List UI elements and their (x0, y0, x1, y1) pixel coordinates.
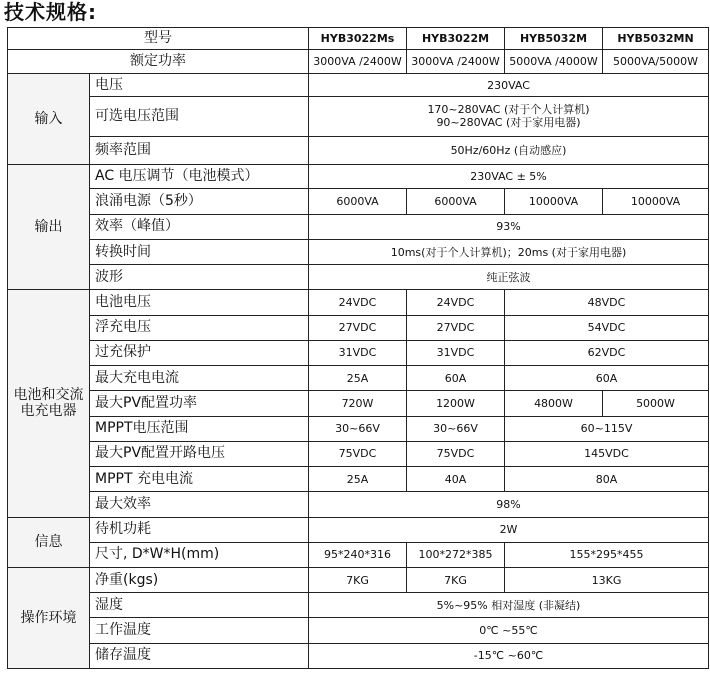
table-row (8, 416, 709, 441)
cell-value: 48VDC (505, 290, 709, 315)
table-row (8, 542, 709, 567)
cell-value: 24VDC (407, 290, 505, 315)
row-label: 工作温度 (90, 618, 309, 643)
model-row (8, 28, 709, 50)
category-info: 信息 (8, 517, 90, 567)
row-label: 过充保护 (90, 340, 309, 365)
cell-value: 75VDC (407, 441, 505, 466)
cell-value: 6000VA (309, 189, 407, 214)
cell-value: 62VDC (505, 340, 709, 365)
row-label: 储存温度 (90, 643, 309, 668)
table-row (8, 165, 709, 189)
rated-power-label: 额定功率 (8, 50, 309, 74)
table-row (8, 593, 709, 618)
cell-value: 10000VA (603, 189, 709, 214)
model-header: HYB3022Ms (309, 28, 407, 50)
table-row (8, 96, 709, 136)
cell-value: 7KG (309, 567, 407, 592)
cell-value: 27VDC (309, 315, 407, 340)
table-row (8, 643, 709, 668)
cell-value: 100*272*385 (407, 542, 505, 567)
model-header: HYB3022M (407, 28, 505, 50)
table-row (8, 567, 709, 592)
table-row (8, 467, 709, 492)
cell-value: 40A (407, 467, 505, 492)
row-label: 最大充电电流 (90, 366, 309, 391)
table-row (8, 340, 709, 365)
row-label: 最大PV配置功率 (90, 391, 309, 416)
cell-value (309, 96, 709, 136)
row-label: 效率（峰值） (90, 214, 309, 239)
cell-value: 720W (309, 391, 407, 416)
row-label: 净重(kgs) (90, 567, 309, 592)
table-row (8, 74, 709, 96)
cell-value: 5%~95% 相对湿度 (非凝结) (309, 593, 709, 618)
rated-power-value: 5000VA /4000W (505, 50, 603, 74)
cell-line: 90~280VAC (对于家用电器) (436, 116, 581, 130)
cell-value: 60~115V (505, 416, 709, 441)
cell-value: 2W (309, 517, 709, 542)
cell-value: 5000W (603, 391, 709, 416)
cell-value: 27VDC (407, 315, 505, 340)
cell-value: 60A (505, 366, 709, 391)
table-row (8, 189, 709, 214)
cell-value: 31VDC (309, 340, 407, 365)
cell-value: 1200W (407, 391, 505, 416)
row-label: 电池电压 (90, 290, 309, 315)
cell-value: -15℃ ~60℃ (309, 643, 709, 668)
row-label: 频率范围 (90, 137, 309, 165)
cell-value: 30~66V (407, 416, 505, 441)
table-row (8, 517, 709, 542)
row-label: 浮充电压 (90, 315, 309, 340)
cell-value: 13KG (505, 567, 709, 592)
cell-value: 31VDC (407, 340, 505, 365)
row-label: 电压 (90, 74, 309, 96)
cell-value: 93% (309, 214, 709, 239)
category-input: 输入 (8, 74, 90, 165)
rated-power-value: 3000VA /2400W (407, 50, 505, 74)
table-row (8, 492, 709, 517)
cell-value: 95*240*316 (309, 542, 407, 567)
table-row (8, 214, 709, 239)
rated-power-value: 3000VA /2400W (309, 50, 407, 74)
spec-table (7, 27, 709, 669)
row-label: MPPT 充电电流 (90, 467, 309, 492)
cell-value: 7KG (407, 567, 505, 592)
cell-value: 10000VA (505, 189, 603, 214)
cell-value: 75VDC (309, 441, 407, 466)
rated-power-value: 5000VA/5000W (603, 50, 709, 74)
row-label: 波形 (90, 265, 309, 290)
table-row (8, 315, 709, 340)
cell-value: 230VAC (309, 74, 709, 96)
cell-value: 80A (505, 467, 709, 492)
cell-value: 24VDC (309, 290, 407, 315)
category-battery: 电池和交流电充电器 (8, 290, 90, 517)
table-row (8, 366, 709, 391)
cell-value: 230VAC ± 5% (309, 165, 709, 189)
table-row (8, 265, 709, 290)
cell-value: 54VDC (505, 315, 709, 340)
table-row (8, 137, 709, 165)
row-label: 最大效率 (90, 492, 309, 517)
table-row (8, 290, 709, 315)
page-title: 技术规格: (4, 0, 97, 24)
row-label: 尺寸, D*W*H(mm) (90, 542, 309, 567)
cell-value: 25A (309, 366, 407, 391)
model-header: HYB5032M (505, 28, 603, 50)
cell-value: 98% (309, 492, 709, 517)
cell-value: 155*295*455 (505, 542, 709, 567)
model-header: HYB5032MN (603, 28, 709, 50)
table-row (8, 50, 709, 74)
table-row (8, 618, 709, 643)
cell-value: 145VDC (505, 441, 709, 466)
table-row (8, 391, 709, 416)
cell-value: 10ms(对于个人计算机)；20ms (对于家用电器) (309, 239, 709, 264)
model-label: 型号 (8, 28, 309, 50)
row-label: 浪涌电源（5秒） (90, 189, 309, 214)
row-label: 湿度 (90, 593, 309, 618)
cell-value: 0℃ ~55℃ (309, 618, 709, 643)
row-label: 可选电压范围 (90, 96, 309, 136)
category-output: 输出 (8, 165, 90, 290)
cell-value: 6000VA (407, 189, 505, 214)
cell-line: 170~280VAC (对于个人计算机) (427, 103, 590, 117)
cell-value: 60A (407, 366, 505, 391)
row-label: 待机功耗 (90, 517, 309, 542)
cell-value: 25A (309, 467, 407, 492)
cell-value: 纯正弦波 (309, 265, 709, 290)
table-row (8, 239, 709, 264)
cell-value: 50Hz/60Hz (自动感应) (309, 137, 709, 165)
category-environment: 操作环境 (8, 567, 90, 668)
row-label: 转换时间 (90, 239, 309, 264)
row-label: 最大PV配置开路电压 (90, 441, 309, 466)
row-label: MPPT电压范围 (90, 416, 309, 441)
row-label: AC 电压调节（电池模式） (90, 165, 309, 189)
cell-value: 30~66V (309, 416, 407, 441)
cell-value: 4800W (505, 391, 603, 416)
table-row (8, 441, 709, 466)
